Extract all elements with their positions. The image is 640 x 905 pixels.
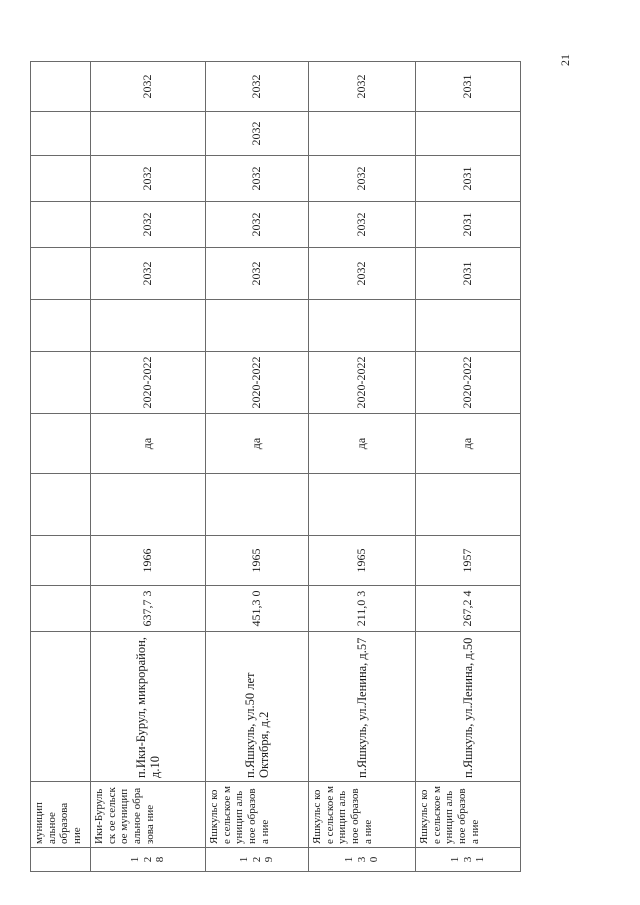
cell-area: 451,3 0 xyxy=(206,586,309,632)
cell-num: 1 3 1 xyxy=(416,848,521,872)
cell-period xyxy=(31,352,91,414)
cell-year: 1965 xyxy=(309,536,416,586)
table-row xyxy=(91,62,206,872)
cell-address: п.Яшкуль, ул.Ленина, д.50 xyxy=(416,632,521,782)
cell-year-5 xyxy=(31,62,91,112)
cell-year: 1957 xyxy=(416,536,521,586)
cell-year-1: 2032 xyxy=(309,248,416,300)
cell-year: 1965 xyxy=(206,536,309,586)
cell-num: 1 2 9 xyxy=(206,848,309,872)
cell-address: п.Ики-Бурул, микрорайон, д.10 xyxy=(91,632,206,782)
cell-flag: да xyxy=(91,414,206,474)
cell-blank xyxy=(91,474,206,536)
cell-year-2: 2032 xyxy=(91,202,206,248)
cell-year-5: 2031 xyxy=(416,62,521,112)
cell-blank xyxy=(31,300,91,352)
cell-year-3: 2032 xyxy=(309,156,416,202)
cell-year-5: 2032 xyxy=(206,62,309,112)
cell-year-2 xyxy=(31,202,91,248)
cell-blank xyxy=(206,300,309,352)
cell-area xyxy=(31,586,91,632)
cell-year-1: 2032 xyxy=(206,248,309,300)
cell-address xyxy=(31,632,91,782)
cell-municipality: Яшкульс кое сельское муницип альное образова ние xyxy=(309,782,416,848)
cell-year-4 xyxy=(309,112,416,156)
cell-flag: да xyxy=(416,414,521,474)
housing-table xyxy=(30,61,521,872)
cell-address: п.Яшкуль, ул.50 лет Октября, д.2 xyxy=(206,632,309,782)
table-row xyxy=(309,62,416,872)
cell-flag: да xyxy=(309,414,416,474)
cell-year-5: 2032 xyxy=(91,62,206,112)
cell-period: 2020-2022 xyxy=(416,352,521,414)
cell-year: 1966 xyxy=(91,536,206,586)
cell-year-1: 2031 xyxy=(416,248,521,300)
cell-municipality: Яшкульс кое сельское муницип альное образова ние xyxy=(416,782,521,848)
cell-area: 637,7 3 xyxy=(91,586,206,632)
cell-blank xyxy=(309,300,416,352)
cell-year-4 xyxy=(416,112,521,156)
cell-flag: да xyxy=(206,414,309,474)
cell-year-3: 2032 xyxy=(206,156,309,202)
cell-year xyxy=(31,536,91,586)
cell-blank xyxy=(309,474,416,536)
cell-municipality: Яшкульс кое сельское муницип альное образова ние xyxy=(206,782,309,848)
cell-blank xyxy=(91,300,206,352)
cell-year-4 xyxy=(31,112,91,156)
cell-year-2: 2031 xyxy=(416,202,521,248)
cell-year-2: 2032 xyxy=(206,202,309,248)
cell-address: п.Яшкуль, ул.Ленина, д.57 xyxy=(309,632,416,782)
cell-municipality: Ики-Бурульск ое сельское муницип альное образова ние xyxy=(91,782,206,848)
page-number: 21 xyxy=(558,54,572,66)
cell-blank xyxy=(416,300,521,352)
cell-period: 2020-2022 xyxy=(309,352,416,414)
cell-year-5: 2032 xyxy=(309,62,416,112)
cell-num: 1 3 0 xyxy=(309,848,416,872)
cell-period: 2020-2022 xyxy=(91,352,206,414)
cell-blank xyxy=(31,474,91,536)
cell-year-1: 2032 xyxy=(91,248,206,300)
cell-year-2: 2032 xyxy=(309,202,416,248)
cell-year-3: 2032 xyxy=(91,156,206,202)
cell-year-4 xyxy=(91,112,206,156)
cell-period: 2020-2022 xyxy=(206,352,309,414)
housing-table-rotated xyxy=(30,62,520,872)
cell-municipality: муницип альное образова ние xyxy=(31,782,91,848)
table-row xyxy=(206,62,309,872)
cell-num xyxy=(31,848,91,872)
cell-area: 211,0 3 xyxy=(309,586,416,632)
table-row xyxy=(416,62,521,872)
cell-year-4: 2032 xyxy=(206,112,309,156)
cell-blank xyxy=(416,474,521,536)
table-row-header-cont xyxy=(31,62,91,872)
cell-year-3: 2031 xyxy=(416,156,521,202)
cell-blank xyxy=(206,474,309,536)
cell-num: 1 2 8 xyxy=(91,848,206,872)
cell-area: 267,2 4 xyxy=(416,586,521,632)
cell-year-1 xyxy=(31,248,91,300)
cell-flag xyxy=(31,414,91,474)
cell-year-3 xyxy=(31,156,91,202)
